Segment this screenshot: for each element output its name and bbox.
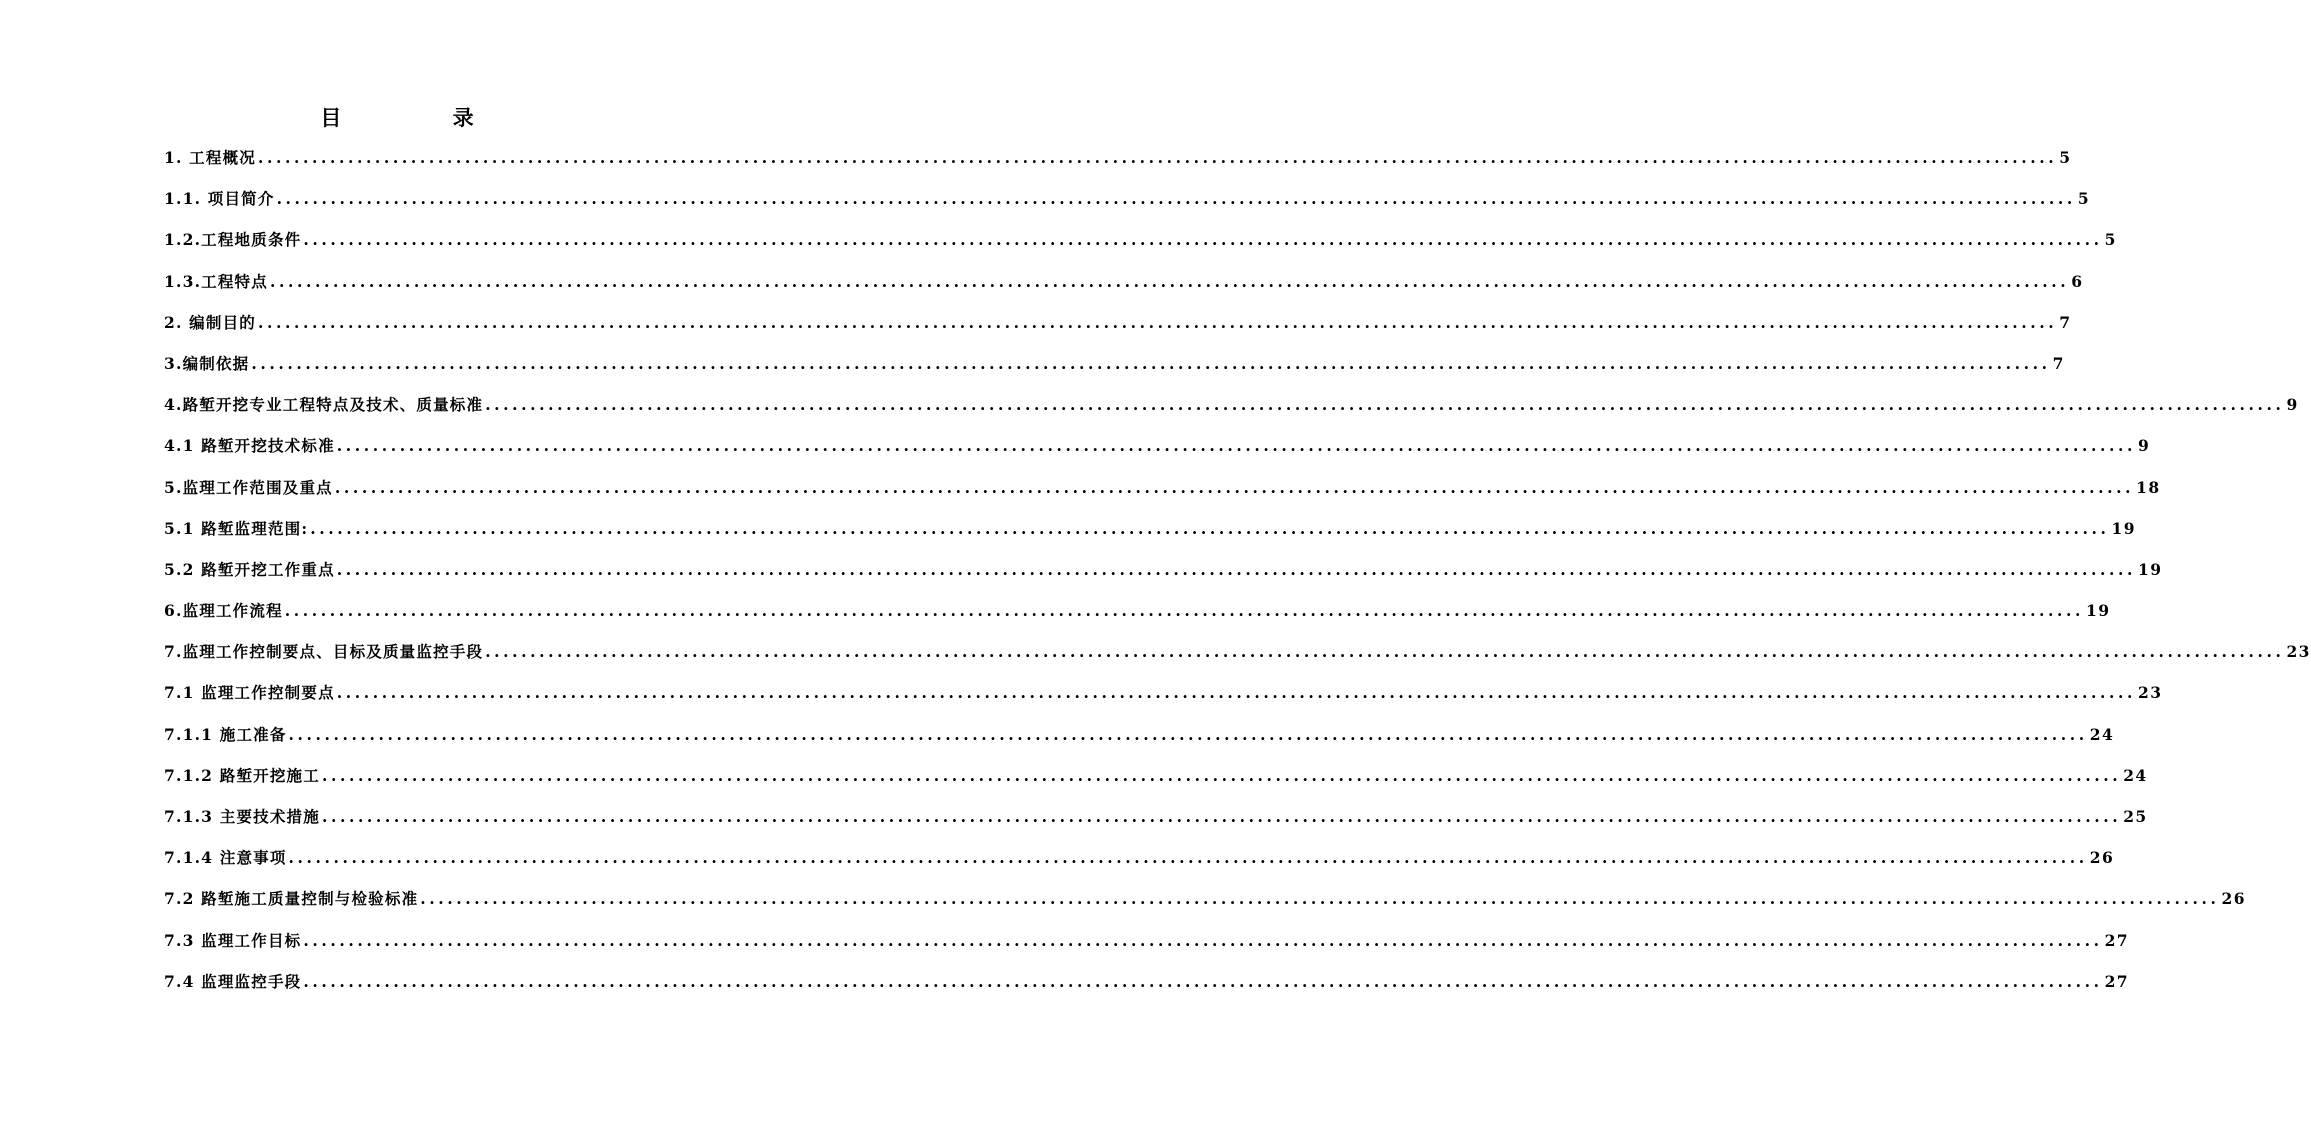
toc-entry-page-number: 5: [2104, 230, 2117, 250]
dot-leader: ........................................................................................................................................................................................................: [251, 353, 2051, 373]
dot-leader: ........................................................................................................................................................................................................: [303, 971, 2103, 991]
toc-entry[interactable]: [164, 224, 2117, 265]
toc-entry-label: 1.1. 项目简介: [164, 189, 275, 209]
toc-entry-page-number: 26: [2221, 889, 2246, 909]
toc-entry[interactable]: [164, 842, 2115, 883]
toc-entry-page-number: 19: [2086, 601, 2111, 621]
toc-entry[interactable]: [164, 430, 2151, 471]
toc-entry-page-number: 9: [2138, 436, 2151, 456]
toc-entry-label: 4.1 路堑开挖技术标准: [164, 436, 335, 456]
dot-leader: ........................................................................................................................................................................................................: [485, 642, 2285, 662]
dot-leader: ........................................................................................................................................................................................................: [336, 559, 2137, 579]
toc-entry[interactable]: [164, 883, 2246, 924]
dot-leader: ........................................................................................................................................................................................................: [303, 930, 2103, 950]
toc-entry-page-number: 9: [2286, 395, 2299, 415]
toc-entry[interactable]: [164, 636, 2311, 677]
toc-entry[interactable]: [164, 142, 2072, 183]
toc-entry-label: 3.编制依据: [164, 353, 250, 373]
dot-leader: ........................................................................................................................................................................................................: [284, 601, 2085, 621]
toc-entry[interactable]: [164, 966, 2129, 1007]
toc-entry-page-number: 6: [2071, 271, 2084, 291]
toc-entry-page-number: 19: [2138, 559, 2163, 579]
dot-leader: ........................................................................................................................................................................................................: [321, 807, 2122, 826]
toc-entry-label: 5.2 路堑开挖工作重点: [164, 559, 335, 579]
toc-entry-label: 1. 工程概况: [164, 148, 256, 167]
toc-entry-label: 7.1.4 注意事项: [164, 848, 287, 868]
dot-leader: ........................................................................................................................................................................................................: [336, 436, 2137, 456]
toc-entry[interactable]: [164, 677, 2163, 718]
toc-entry-page-number: 27: [2104, 971, 2129, 991]
toc-entry[interactable]: [164, 389, 2299, 430]
dot-leader: ........................................................................................................................................................................................................: [257, 148, 2058, 167]
toc-entry[interactable]: [164, 925, 2129, 966]
toc-entry-page-number: 27: [2104, 930, 2129, 950]
dot-leader: ........................................................................................................................................................................................................: [276, 189, 2076, 209]
toc-entry-page-number: 18: [2136, 477, 2161, 497]
toc-entry[interactable]: [164, 595, 2111, 636]
toc-entry-page-number: 5: [2059, 148, 2072, 167]
toc-entry[interactable]: [164, 348, 2065, 389]
toc-entry-label: 7.1.3 主要技术措施: [164, 807, 320, 826]
toc-entry-label: 7.1 监理工作控制要点: [164, 683, 335, 703]
toc-entry-label: 1.3.工程特点: [164, 271, 268, 291]
toc-entry-label: 7.2 路堑施工质量控制与检验标准: [164, 889, 419, 909]
dot-leader: ........................................................................................................................................................................................................: [257, 312, 2058, 332]
toc-entry[interactable]: [164, 719, 2115, 760]
dot-leader: ........................................................................................................................................................................................................: [288, 724, 2088, 744]
toc-entry-label: 5.1 路堑监理范围:: [164, 518, 309, 538]
toc-entry-page-number: 5: [2077, 189, 2090, 209]
toc-entry-page-number: 19: [2111, 518, 2136, 538]
toc-entry-label: 7.3 监理工作目标: [164, 930, 302, 950]
dot-leader: ........................................................................................................................................................................................................: [310, 518, 2110, 538]
dot-leader: ........................................................................................................................................................................................................: [420, 889, 2220, 909]
toc-entry[interactable]: [164, 472, 2161, 513]
dot-leader: ........................................................................................................................................................................................................: [485, 395, 2285, 415]
table-of-contents: [164, 142, 2311, 1007]
toc-entry-label: 7.监理工作控制要点、目标及质量监控手段: [164, 642, 484, 662]
toc-entry-label: 1.2.工程地质条件: [164, 230, 302, 250]
toc-entry[interactable]: [164, 801, 2148, 842]
toc-entry-label: 2. 编制目的: [164, 312, 256, 332]
dot-leader: ........................................................................................................................................................................................................: [336, 683, 2137, 703]
toc-entry[interactable]: [164, 266, 2084, 307]
toc-entry-label: 7.4 监理监控手段: [164, 971, 302, 991]
toc-entry-label: 5.监理工作范围及重点: [164, 477, 333, 497]
toc-entry-label: 6.监理工作流程: [164, 601, 283, 621]
toc-entry[interactable]: [164, 760, 2148, 801]
toc-entry-page-number: 7: [2052, 353, 2065, 373]
toc-entry-page-number: 26: [2089, 848, 2115, 868]
toc-entry-page-number: 24: [2123, 765, 2148, 785]
dot-leader: ........................................................................................................................................................................................................: [334, 477, 2135, 497]
toc-entry-label: 7.1.1 施工准备: [164, 724, 287, 744]
toc-entry-page-number: 23: [2138, 683, 2163, 703]
toc-entry-page-number: 24: [2089, 724, 2115, 744]
toc-entry-page-number: 23: [2286, 642, 2311, 662]
dot-leader: ........................................................................................................................................................................................................: [269, 271, 2070, 291]
toc-entry-label: 7.1.2 路堑开挖施工: [164, 765, 320, 785]
toc-entry-page-number: 25: [2123, 807, 2148, 826]
dot-leader: ........................................................................................................................................................................................................: [321, 765, 2122, 785]
toc-title: 目 录: [320, 105, 526, 130]
toc-entry-label: 4.路堑开挖专业工程特点及技术、质量标准: [164, 395, 484, 415]
toc-entry[interactable]: [164, 554, 2163, 595]
toc-entry[interactable]: [164, 183, 2090, 224]
dot-leader: ........................................................................................................................................................................................................: [288, 848, 2088, 868]
toc-entry[interactable]: [164, 307, 2072, 348]
toc-entry-page-number: 7: [2059, 312, 2072, 332]
toc-entry[interactable]: [164, 513, 2136, 554]
dot-leader: ........................................................................................................................................................................................................: [303, 230, 2103, 250]
